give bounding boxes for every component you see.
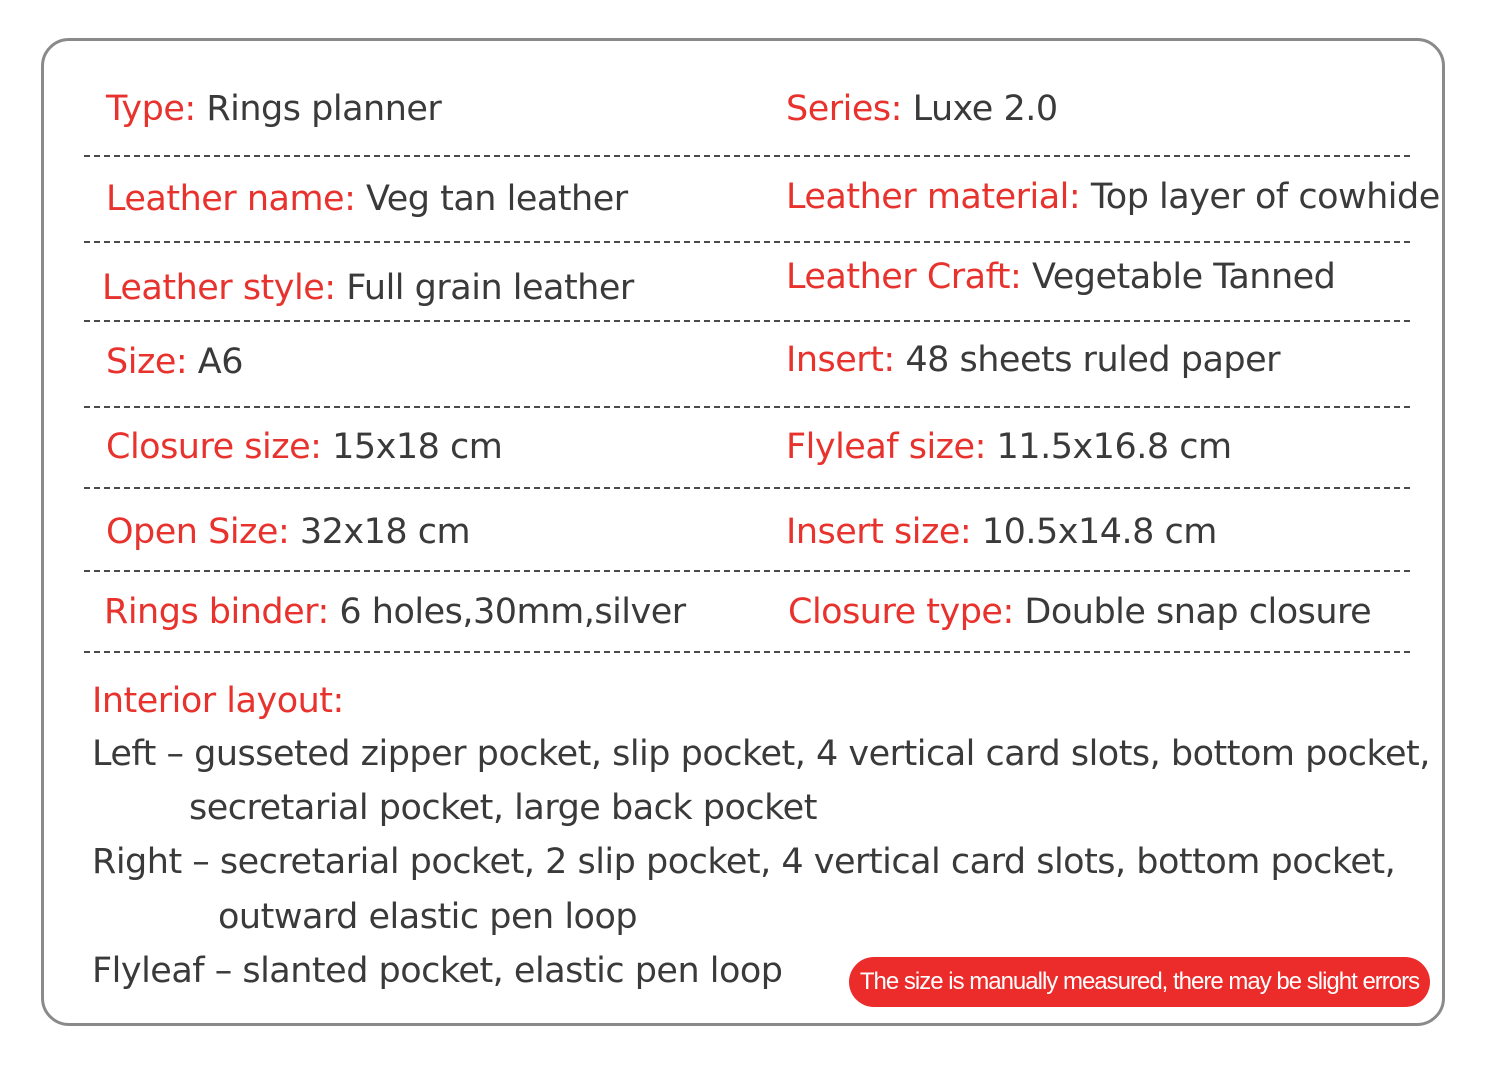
spec-open-size (106, 511, 470, 553)
dashed-divider (84, 406, 1410, 408)
spec-label: Size: (106, 342, 188, 382)
interior-left-line2: secretarial pocket, large back pocket (189, 788, 817, 828)
spec-value: Double snap closure (1024, 592, 1372, 632)
spec-value: Vegetable Tanned (1031, 257, 1336, 297)
dashed-divider (84, 651, 1410, 653)
spec-leather-name (106, 178, 628, 220)
spec-type (106, 88, 441, 130)
spec-label: Series: (786, 89, 902, 129)
spec-value: Rings planner (206, 89, 442, 129)
spec-closure-size (106, 426, 502, 468)
spec-value: Top layer of cowhide (1090, 177, 1440, 217)
spec-label: Leather Craft: (786, 257, 1022, 297)
spec-value: Full grain leather (346, 268, 634, 308)
spec-value: Luxe 2.0 (912, 89, 1058, 129)
spec-value: 32x18 cm (299, 512, 471, 552)
spec-value: 10.5x14.8 cm (981, 512, 1217, 552)
spec-insert (786, 339, 1280, 381)
spec-size (106, 341, 243, 383)
measurement-note-badge: The size is manually measured, there may be slight errors (849, 957, 1430, 1007)
spec-label: Leather name: (106, 179, 356, 219)
spec-value: 15x18 cm (332, 427, 503, 467)
spec-label: Type: (106, 89, 196, 129)
dashed-divider (84, 487, 1410, 489)
spec-series (786, 88, 1058, 130)
spec-rings-binder (104, 591, 686, 633)
spec-value: Veg tan leather (366, 179, 628, 219)
interior-flyleaf-line: Flyleaf – slanted pocket, elastic pen loop (92, 951, 783, 991)
spec-flyleaf-size (786, 426, 1232, 468)
interior-right-line1: Right – secretarial pocket, 2 slip pocket, 4 vertical card slots, bottom pocket, (92, 842, 1396, 882)
spec-label: Leather material: (786, 177, 1081, 217)
interior-right-line2: outward elastic pen loop (218, 897, 638, 937)
spec-label: Flyleaf size: (786, 427, 986, 467)
spec-value: 48 sheets ruled paper (905, 340, 1281, 380)
spec-label: Insert size: (786, 512, 972, 552)
interior-layout-title: Interior layout: (92, 681, 344, 721)
spec-value: 6 holes,30mm,silver (339, 592, 686, 632)
spec-insert-size (786, 511, 1217, 553)
dashed-divider (84, 320, 1410, 322)
spec-leather-style (102, 267, 634, 309)
spec-label: Closure size: (106, 427, 322, 467)
spec-label: Insert: (786, 340, 895, 380)
spec-label: Rings binder: (104, 592, 329, 632)
spec-label: Leather style: (102, 268, 336, 308)
interior-left-line1: Left – gusseted zipper pocket, slip pocket, 4 vertical card slots, bottom pocket, (92, 734, 1430, 774)
dashed-divider (84, 155, 1410, 157)
spec-label: Closure type: (788, 592, 1014, 632)
spec-leather-material (786, 176, 1440, 218)
spec-leather-craft (786, 256, 1335, 298)
spec-label: Open Size: (106, 512, 290, 552)
dashed-divider (84, 570, 1410, 572)
spec-value: 11.5x16.8 cm (996, 427, 1232, 467)
spec-closure-type (788, 591, 1371, 633)
spec-value: A6 (197, 342, 243, 382)
dashed-divider (84, 241, 1410, 243)
